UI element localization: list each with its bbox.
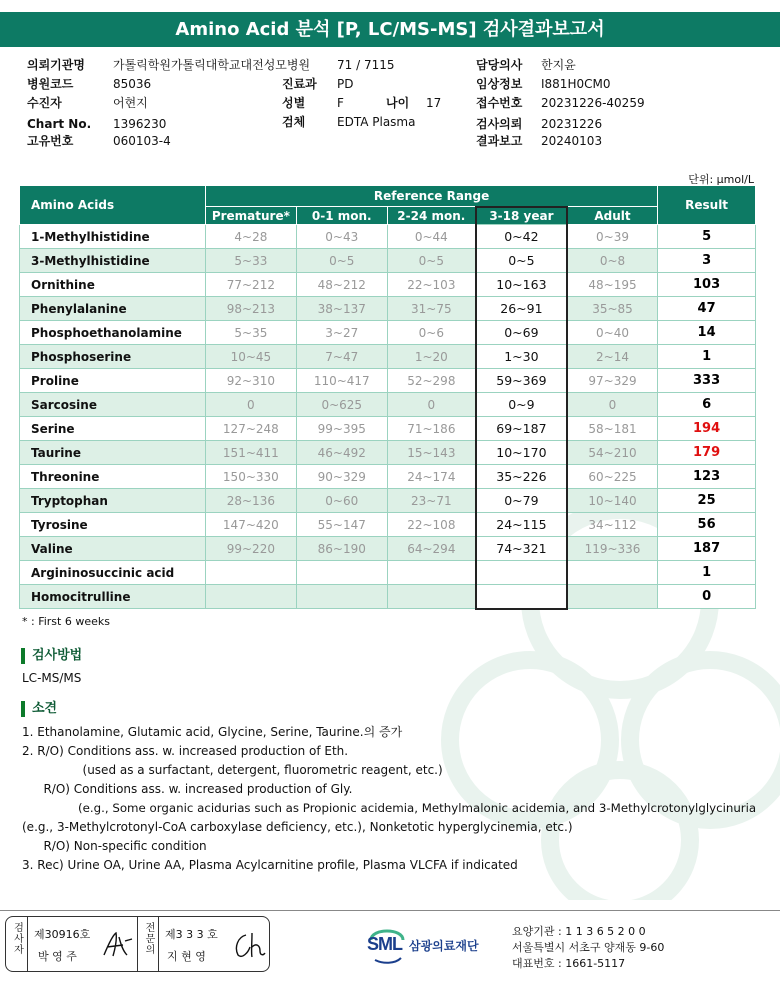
findings-line: R/O) Conditions ass. w. increased production of Gly. xyxy=(32,782,353,796)
info-value-sex: F xyxy=(337,96,344,110)
table-row xyxy=(20,489,756,513)
unit-label: 단위: μmol/L xyxy=(688,173,754,186)
info-label-clinical: 임상정보 xyxy=(476,77,523,91)
findings-line: R/O) Non-specific condition xyxy=(32,839,207,853)
reference-range-cell: 99~395 xyxy=(296,417,387,441)
amino-acid-name: Proline xyxy=(20,369,206,393)
findings-line: 3. Rec) Urine OA, Urine AA, Plasma Acylcarnitine profile, Plasma VLCFA if indicated xyxy=(22,858,518,872)
reference-range-cell: 0 xyxy=(205,393,296,417)
findings-line: (used as a surfactant, detergent, fluorometric reagent, etc.) xyxy=(52,763,443,777)
info-label-hospital-code: 병원코드 xyxy=(27,77,74,91)
result-value: 14 xyxy=(658,321,756,345)
reference-range-cell: 54~210 xyxy=(567,441,658,465)
info-value-age: 17 xyxy=(426,96,442,110)
header-amino-acids: Amino Acids xyxy=(20,186,206,225)
header-2-24-mon: 2-24 mon. xyxy=(387,207,476,225)
reference-range-cell: 64~294 xyxy=(387,537,476,561)
info-label-institution: 의뢰기관명 xyxy=(27,58,85,72)
reference-range-cell xyxy=(476,585,567,609)
result-value: 123 xyxy=(658,465,756,489)
result-value: 47 xyxy=(658,297,756,321)
amino-acid-name: 1-Methylhistidine xyxy=(20,225,206,249)
footer-institution-code: 요양기관 : 1 1 3 6 5 2 0 0 xyxy=(512,925,646,938)
reference-range-cell: 15~143 xyxy=(387,441,476,465)
reference-range-cell: 99~220 xyxy=(205,537,296,561)
result-value: 179 xyxy=(658,441,756,465)
signer1-name: 박 영 주 xyxy=(38,950,77,963)
reference-range-cell: 0~5 xyxy=(387,249,476,273)
info-label-request-date: 검사의뢰 xyxy=(476,117,523,131)
footer-divider xyxy=(0,910,780,911)
amino-acid-name: Tryptophan xyxy=(20,489,206,513)
reference-range-cell: 69~187 xyxy=(476,417,567,441)
info-value-dept: PD xyxy=(337,77,354,91)
reference-range-cell: 0~40 xyxy=(567,321,658,345)
reference-range-cell: 4~28 xyxy=(205,225,296,249)
reference-range-cell: 38~137 xyxy=(296,297,387,321)
findings-line: (e.g., 3-Methylcrotonyl-CoA carboxylase deficiency, etc.), Nonketotic hyperglycinemia, etc.) xyxy=(22,820,573,834)
reference-range-cell xyxy=(296,585,387,609)
table-row xyxy=(20,393,756,417)
reference-range-cell: 28~136 xyxy=(205,489,296,513)
amino-acid-name: Taurine xyxy=(20,441,206,465)
report-title: Amino Acid 분석 [P, LC/MS-MS] 검사결과보고서 xyxy=(0,12,780,47)
signer2-signature-image xyxy=(230,929,266,961)
info-label-age: 나이 xyxy=(386,96,410,110)
reference-range-cell: 31~75 xyxy=(387,297,476,321)
reference-range-cell xyxy=(387,585,476,609)
reference-range-cell: 58~181 xyxy=(567,417,658,441)
reference-range-cell: 0~625 xyxy=(296,393,387,417)
reference-range-cell: 1~20 xyxy=(387,345,476,369)
header-0-1-mon: 0-1 mon. xyxy=(296,207,387,225)
amino-acid-name: Tyrosine xyxy=(20,513,206,537)
reference-range-cell xyxy=(567,561,658,585)
result-value: 194 xyxy=(658,417,756,441)
signer2-label: 전문의 xyxy=(143,922,154,955)
reference-range-cell: 3~27 xyxy=(296,321,387,345)
reference-range-cell: 24~174 xyxy=(387,465,476,489)
table-row xyxy=(20,561,756,585)
footer-address xyxy=(512,924,664,972)
reference-range-cell: 147~420 xyxy=(205,513,296,537)
result-value: 1 xyxy=(658,561,756,585)
header-adult: Adult xyxy=(567,207,658,225)
reference-range-cell: 150~330 xyxy=(205,465,296,489)
result-value: 333 xyxy=(658,369,756,393)
info-value-ward: 71 / 7115 xyxy=(337,58,395,72)
info-label-unique-no: 고유번호 xyxy=(27,134,74,148)
reference-range-cell: 2~14 xyxy=(567,345,658,369)
sml-logo-text: SML xyxy=(367,934,402,954)
info-value-specimen: EDTA Plasma xyxy=(337,115,416,129)
reference-range-cell: 22~108 xyxy=(387,513,476,537)
footer-phone: 대표번호 : 1661-5117 xyxy=(512,957,626,970)
reference-range-cell: 7~47 xyxy=(296,345,387,369)
reference-range-cell xyxy=(205,561,296,585)
reference-range-cell: 71~186 xyxy=(387,417,476,441)
signer2-license: 제3 3 3 호 xyxy=(165,928,218,941)
info-label-receipt-no: 접수번호 xyxy=(476,96,523,110)
reference-range-cell: 119~336 xyxy=(567,537,658,561)
table-row xyxy=(20,321,756,345)
reference-range-cell: 92~310 xyxy=(205,369,296,393)
reference-range-cell: 34~112 xyxy=(567,513,658,537)
reference-range-cell: 0~42 xyxy=(476,225,567,249)
header-result: Result xyxy=(658,186,756,225)
result-value: 3 xyxy=(658,249,756,273)
reference-range-cell: 48~212 xyxy=(296,273,387,297)
table-row xyxy=(20,249,756,273)
findings-line: 2. R/O) Conditions ass. w. increased production of Eth. xyxy=(22,744,349,758)
info-label-report-date: 결과보고 xyxy=(476,134,523,148)
signature-box xyxy=(5,916,270,972)
table-row xyxy=(20,513,756,537)
info-value-hospital-code: 85036 xyxy=(113,77,152,91)
reference-range-cell: 86~190 xyxy=(296,537,387,561)
amino-acid-name: Serine xyxy=(20,417,206,441)
info-label-chart-no: Chart No. xyxy=(27,117,92,131)
table-row xyxy=(20,345,756,369)
reference-range-cell: 0 xyxy=(387,393,476,417)
reference-range-cell: 48~195 xyxy=(567,273,658,297)
method-heading: 검사방법 xyxy=(21,648,82,664)
amino-acid-name: Argininosuccinic acid xyxy=(20,561,206,585)
footer-address-line: 서울특별시 서초구 양재동 9-60 xyxy=(512,941,665,954)
amino-acid-name: Phosphoserine xyxy=(20,345,206,369)
info-value-clinical: I881H0CM0 xyxy=(541,77,611,91)
amino-acid-table xyxy=(19,185,756,610)
table-row xyxy=(20,273,756,297)
reference-range-cell: 10~45 xyxy=(205,345,296,369)
result-value: 56 xyxy=(658,513,756,537)
findings-text xyxy=(22,723,756,875)
info-label-specimen: 검체 xyxy=(282,115,306,129)
reference-range-cell xyxy=(476,561,567,585)
findings-heading: 소견 xyxy=(21,701,57,717)
reference-range-cell: 98~213 xyxy=(205,297,296,321)
reference-range-cell xyxy=(296,561,387,585)
reference-range-cell: 0~79 xyxy=(476,489,567,513)
reference-range-cell: 0~43 xyxy=(296,225,387,249)
result-value: 5 xyxy=(658,225,756,249)
reference-range-cell xyxy=(387,561,476,585)
reference-range-cell: 151~411 xyxy=(205,441,296,465)
result-value: 187 xyxy=(658,537,756,561)
info-label-doctor: 담당의사 xyxy=(476,58,523,72)
reference-range-cell: 110~417 xyxy=(296,369,387,393)
reference-range-cell: 10~140 xyxy=(567,489,658,513)
amino-acid-name: Phenylalanine xyxy=(20,297,206,321)
sml-org-name: 삼광의료재단 xyxy=(409,939,479,953)
signer1-label: 검사자 xyxy=(11,922,23,955)
reference-range-cell xyxy=(567,585,658,609)
reference-range-cell: 10~170 xyxy=(476,441,567,465)
table-row xyxy=(20,225,756,249)
reference-range-cell: 90~329 xyxy=(296,465,387,489)
table-row xyxy=(20,537,756,561)
header-3-18-year: 3-18 year xyxy=(476,207,567,225)
amino-acid-name: Sarcosine xyxy=(20,393,206,417)
reference-range-cell: 26~91 xyxy=(476,297,567,321)
reference-range-cell: 1~30 xyxy=(476,345,567,369)
reference-range-cell: 77~212 xyxy=(205,273,296,297)
reference-range-cell: 97~329 xyxy=(567,369,658,393)
reference-range-cell: 0~8 xyxy=(567,249,658,273)
reference-range-cell: 23~71 xyxy=(387,489,476,513)
table-row xyxy=(20,465,756,489)
amino-acid-name: 3-Methylhistidine xyxy=(20,249,206,273)
footnote: * : First 6 weeks xyxy=(22,615,110,628)
reference-range-cell: 52~298 xyxy=(387,369,476,393)
info-value-doctor: 한지윤 xyxy=(541,58,576,72)
reference-range-cell: 5~35 xyxy=(205,321,296,345)
info-value-chart-no: 1396230 xyxy=(113,117,167,131)
reference-range-cell: 5~33 xyxy=(205,249,296,273)
info-value-receipt-no: 20231226-40259 xyxy=(541,96,645,110)
info-value-institution: 가톨릭학원가톨릭대학교대전성모병원 xyxy=(113,58,311,72)
reference-range-cell: 35~226 xyxy=(476,465,567,489)
reference-range-cell: 74~321 xyxy=(476,537,567,561)
amino-acid-name: Phosphoethanolamine xyxy=(20,321,206,345)
findings-line: (e.g., Some organic acidurias such as Propionic acidemia, Methylmalonic acidemia, and 3-Methylcrotonylglycinuria xyxy=(48,801,757,815)
table-row xyxy=(20,441,756,465)
result-value: 1 xyxy=(658,345,756,369)
amino-table-body xyxy=(20,225,756,609)
amino-acid-name: Threonine xyxy=(20,465,206,489)
findings-line: 1. Ethanolamine, Glutamic acid, Glycine, Serine, Taurine.의 증가 xyxy=(22,725,403,739)
reference-range-cell: 22~103 xyxy=(387,273,476,297)
signer1-license: 제30916호 xyxy=(34,928,91,941)
table-row xyxy=(20,369,756,393)
sml-logo xyxy=(367,922,497,968)
reference-range-cell: 0~6 xyxy=(387,321,476,345)
reference-range-cell: 60~225 xyxy=(567,465,658,489)
reference-range-cell: 46~492 xyxy=(296,441,387,465)
method-text: LC-MS/MS xyxy=(22,671,82,685)
reference-range-cell: 10~163 xyxy=(476,273,567,297)
info-value-report-date: 20240103 xyxy=(541,134,603,148)
info-value-patient: 어현지 xyxy=(113,96,148,110)
reference-range-cell: 59~369 xyxy=(476,369,567,393)
reference-range-cell: 35~85 xyxy=(567,297,658,321)
reference-range-cell: 0~44 xyxy=(387,225,476,249)
signer1-signature-image xyxy=(101,929,135,961)
signer2-name: 지 현 영 xyxy=(167,950,206,963)
reference-range-cell xyxy=(205,585,296,609)
amino-acid-name: Valine xyxy=(20,537,206,561)
table-row xyxy=(20,417,756,441)
info-label-sex: 성별 xyxy=(282,96,306,110)
reference-range-cell: 0~39 xyxy=(567,225,658,249)
table-row xyxy=(20,585,756,609)
reference-range-cell: 0~60 xyxy=(296,489,387,513)
result-value: 0 xyxy=(658,585,756,609)
reference-range-cell: 24~115 xyxy=(476,513,567,537)
reference-range-cell: 0~5 xyxy=(476,249,567,273)
reference-range-cell: 0~9 xyxy=(476,393,567,417)
reference-range-cell: 0~5 xyxy=(296,249,387,273)
result-value: 103 xyxy=(658,273,756,297)
info-value-request-date: 20231226 xyxy=(541,117,603,131)
header-premature: Premature* xyxy=(205,207,296,225)
reference-range-cell: 127~248 xyxy=(205,417,296,441)
result-value: 6 xyxy=(658,393,756,417)
info-label-dept: 진료과 xyxy=(282,77,317,91)
table-row xyxy=(20,297,756,321)
amino-acid-name: Homocitrulline xyxy=(20,585,206,609)
info-value-unique-no: 060103-4 xyxy=(113,134,171,148)
header-reference-range: Reference Range xyxy=(205,186,657,207)
reference-range-cell: 55~147 xyxy=(296,513,387,537)
info-label-patient: 수진자 xyxy=(27,96,62,110)
reference-range-cell: 0 xyxy=(567,393,658,417)
reference-range-cell: 0~69 xyxy=(476,321,567,345)
result-value: 25 xyxy=(658,489,756,513)
amino-acid-name: Ornithine xyxy=(20,273,206,297)
